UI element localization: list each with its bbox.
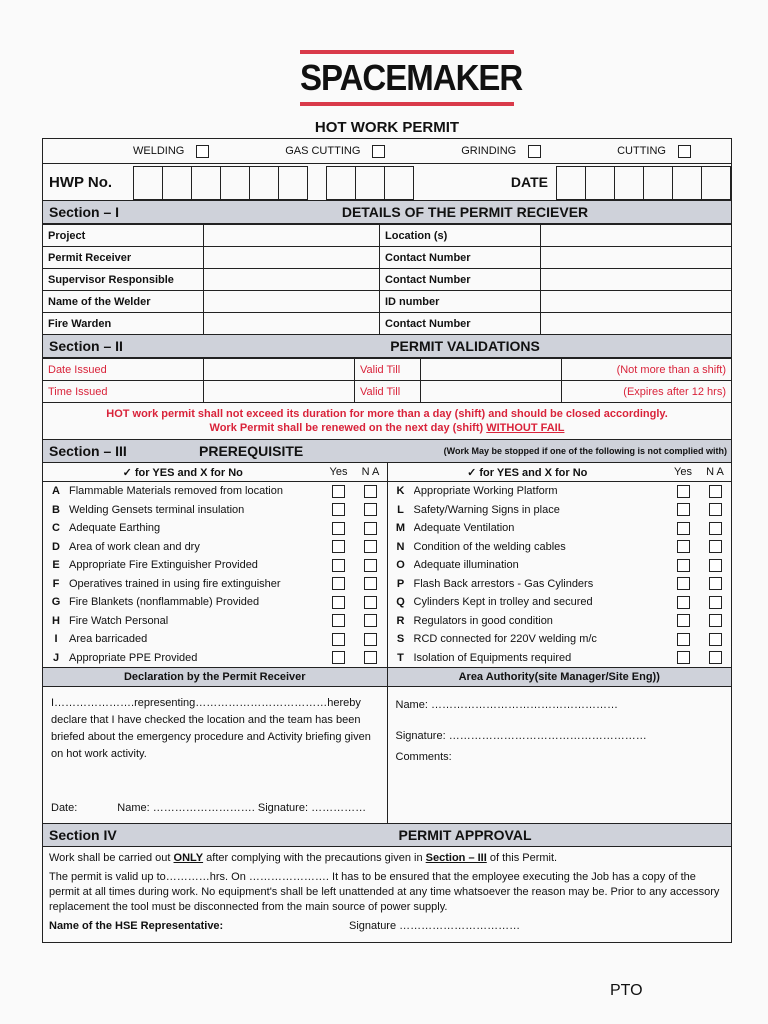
- item-letter: G: [51, 596, 61, 609]
- hwp-number-cells-2[interactable]: [326, 166, 414, 198]
- contact-number-field-1[interactable]: [541, 247, 732, 269]
- location-field[interactable]: [541, 225, 732, 247]
- item-text: Area of work clean and dry: [69, 540, 200, 553]
- na-checkbox[interactable]: [709, 485, 722, 498]
- item-letter: K: [396, 485, 405, 498]
- na-checkbox[interactable]: [364, 522, 377, 535]
- section-1-header: Section – I DETAILS OF THE PERMIT RECIEVER: [42, 201, 732, 224]
- yes-checkbox[interactable]: [332, 633, 345, 646]
- item-letter: Q: [396, 596, 405, 609]
- welder-name-field[interactable]: [204, 291, 380, 313]
- work-type-gas-cutting[interactable]: GAS CUTTING: [285, 145, 385, 158]
- item-text: Adequate Earthing: [69, 522, 161, 535]
- item-letter: P: [396, 577, 405, 590]
- yes-checkbox[interactable]: [332, 596, 345, 609]
- item-letter: S: [396, 633, 405, 646]
- item-text: RCD connected for 220V welding m/c: [413, 633, 597, 646]
- gas-cutting-checkbox[interactable]: [372, 145, 385, 158]
- item-text: Flammable Materials removed from location: [69, 485, 283, 498]
- yes-checkbox[interactable]: [332, 559, 345, 572]
- date-cells[interactable]: [556, 166, 731, 198]
- checklist-item: [388, 593, 732, 612]
- item-text: Welding Gensets terminal insulation: [69, 503, 245, 516]
- na-checkbox[interactable]: [364, 540, 377, 553]
- item-text: Area barricaded: [69, 633, 148, 646]
- na-checkbox[interactable]: [709, 522, 722, 535]
- item-text: Appropriate PPE Provided: [69, 651, 198, 664]
- na-checkbox[interactable]: [364, 651, 377, 664]
- checklist-item: [43, 482, 387, 501]
- yes-checkbox[interactable]: [677, 540, 690, 553]
- item-text: Adequate Ventilation: [413, 522, 515, 535]
- hot-work-permit-form: [42, 118, 732, 943]
- hwp-label: HWP No.: [49, 173, 113, 191]
- yes-checkbox[interactable]: [677, 614, 690, 627]
- na-checkbox[interactable]: [364, 577, 377, 590]
- validation-note: HOT work permit shall not exceed its duration for more than a day (shift) and should be closed accordingly. Work Permit shall be renewed on the next day (shift) WITHOUT FAIL: [42, 403, 732, 440]
- item-text: Safety/Warning Signs in place: [413, 503, 560, 516]
- item-text: Regulators in good condition: [413, 614, 553, 627]
- checklist-item: [43, 501, 387, 520]
- na-checkbox[interactable]: [364, 503, 377, 516]
- yes-checkbox[interactable]: [677, 596, 690, 609]
- checklist-item: [43, 630, 387, 649]
- checklist-item: [43, 593, 387, 612]
- na-checkbox[interactable]: [364, 614, 377, 627]
- permit-approval-text: Work shall be carried out ONLY after complying with the precautions given in Section – III of this Permit. The permit is valid up to…………hrs. On …………………. It has to be ensured that the employee executing the Job has a copy of the permit at all times during work. No equipment's shall be left unattended at any time whatsoever the reason may be. Prior to any accessory replacement the tool must be disconnected from the main source of power supply. Name of the HSE Representative: Signature ……………………………: [42, 847, 732, 943]
- checklist-right: ✓ for YES and X for No Yes N A K Appropriate Working Platform L Safety/Warning Signs in place M Adequate Ventilation N Condition of the welding cables O Adequate illumination P Flash Back arrestors - Gas Cylinders Q Cylinders Kept in trolley and secured R Regulators in good condition S RCD connected for 220V welding m/c T Isolation of Equipments required: [387, 463, 732, 667]
- yes-checkbox[interactable]: [677, 503, 690, 516]
- na-checkbox[interactable]: [709, 633, 722, 646]
- yes-checkbox[interactable]: [677, 577, 690, 590]
- work-type-cutting[interactable]: CUTTING: [617, 145, 691, 158]
- yes-checkbox[interactable]: [677, 633, 690, 646]
- declaration-section: [42, 668, 732, 824]
- yes-checkbox[interactable]: [332, 503, 345, 516]
- project-field[interactable]: [204, 225, 380, 247]
- item-text: Fire Blankets (nonflammable) Provided: [69, 596, 260, 609]
- valid-till-field-2[interactable]: [421, 381, 562, 403]
- authority-signature-field[interactable]: Signature: ………………………………………………: [395, 730, 647, 742]
- checklist-item: [388, 519, 732, 538]
- item-letter: F: [52, 577, 60, 590]
- id-number-field[interactable]: [541, 291, 732, 313]
- na-checkbox[interactable]: [709, 651, 722, 664]
- section-3-header: Section – III PREREQUISITE (Work May be stopped if one of the following is not complied with): [42, 440, 732, 463]
- authority-name-field[interactable]: Name: ……………………………………………: [395, 699, 618, 711]
- prerequisite-checklist: [42, 463, 732, 668]
- yes-checkbox[interactable]: [677, 485, 690, 498]
- yes-checkbox[interactable]: [332, 577, 345, 590]
- item-letter: J: [52, 651, 60, 664]
- grinding-checkbox[interactable]: [528, 145, 541, 158]
- checklist-item: [388, 649, 732, 668]
- checklist-item: [388, 612, 732, 631]
- form-title: HOT WORK PERMIT: [314, 119, 460, 136]
- welding-checkbox[interactable]: [196, 145, 209, 158]
- yes-checkbox[interactable]: [332, 522, 345, 535]
- item-letter: I: [54, 633, 58, 646]
- item-text: Cylinders Kept in trolley and secured: [413, 596, 593, 609]
- yes-checkbox[interactable]: [332, 614, 345, 627]
- item-letter: R: [396, 614, 405, 627]
- permit-receiver-field[interactable]: [204, 247, 380, 269]
- item-text: Operatives trained in using fire extinguisher: [69, 577, 281, 590]
- na-checkbox[interactable]: [364, 596, 377, 609]
- checklist-item: [43, 556, 387, 575]
- area-authority: Area Authority(site Manager/Site Eng)) Name: …………………………………………… Signature: ……………………………………………… Comments:: [387, 668, 732, 823]
- time-issued-field[interactable]: [204, 381, 355, 403]
- cutting-checkbox[interactable]: [678, 145, 691, 158]
- section-4-header: Section IV PERMIT APPROVAL: [42, 824, 732, 847]
- checklist-item: [388, 575, 732, 594]
- yes-checkbox[interactable]: [332, 651, 345, 664]
- permit-validations-table: Date Issued Valid Till (Not more than a shift) Time Issued Valid Till (Expires after 12 hrs): [42, 358, 732, 403]
- hwp-number-cells[interactable]: [133, 166, 308, 198]
- na-checkbox[interactable]: [709, 596, 722, 609]
- valid-till-field-1[interactable]: [421, 359, 562, 381]
- item-text: Adequate illumination: [413, 559, 519, 572]
- work-type-row: [42, 138, 732, 164]
- hwp-row: [42, 164, 732, 201]
- checklist-item: [43, 519, 387, 538]
- item-text: Fire Watch Personal: [69, 614, 169, 627]
- checklist-item: [388, 482, 732, 501]
- hse-signature-field[interactable]: Signature ……………………………: [349, 920, 521, 932]
- item-letter: H: [52, 614, 60, 627]
- na-checkbox[interactable]: [364, 485, 377, 498]
- date-label: DATE: [510, 174, 548, 190]
- item-letter: T: [397, 651, 404, 664]
- na-checkbox[interactable]: [364, 633, 377, 646]
- item-letter: O: [396, 559, 405, 572]
- contact-number-field-3[interactable]: [541, 313, 732, 335]
- na-checkbox[interactable]: [709, 540, 722, 553]
- work-type-grinding[interactable]: GRINDING: [461, 145, 541, 158]
- permit-receiver-table: Project Location (s) Permit Receiver Contact Number Supervisor Responsible Contact Number Name of the Welder ID number Fire Warden Contact Number: [42, 224, 732, 335]
- logo-text: SPACEMAKER: [300, 57, 523, 98]
- yes-checkbox[interactable]: [677, 651, 690, 664]
- na-checkbox[interactable]: [709, 503, 722, 516]
- item-text: Flash Back arrestors - Gas Cylinders: [413, 577, 594, 590]
- item-text: Appropriate Fire Extinguisher Provided: [69, 559, 258, 572]
- pto-label: PTO: [610, 982, 643, 999]
- item-letter: N: [396, 540, 405, 553]
- yes-checkbox[interactable]: [677, 522, 690, 535]
- item-text: Condition of the welding cables: [413, 540, 566, 553]
- checklist-item: [388, 501, 732, 520]
- item-letter: A: [52, 485, 60, 498]
- checklist-item: [43, 575, 387, 594]
- item-text: Appropriate Working Platform: [413, 485, 558, 498]
- item-letter: B: [52, 503, 60, 516]
- fire-warden-field[interactable]: [204, 313, 380, 335]
- authority-comments-field[interactable]: Comments:: [395, 751, 452, 763]
- contact-number-field-2[interactable]: [541, 269, 732, 291]
- item-letter: D: [52, 540, 60, 553]
- permit-receiver-declaration: Declaration by the Permit Receiver I………………….representing………………………………hereby declare that I have checked the location and the team has been briefed about the emergency procedure and Activity briefing given on hot work activity. Date: Name: ………………………. Signature: ……………: [43, 668, 387, 823]
- supervisor-field[interactable]: [204, 269, 380, 291]
- item-letter: C: [52, 522, 60, 535]
- spacemaker-logo: [300, 50, 523, 106]
- item-letter: L: [397, 503, 404, 516]
- yes-checkbox[interactable]: [332, 485, 345, 498]
- date-issued-field[interactable]: [204, 359, 355, 381]
- na-checkbox[interactable]: [709, 559, 722, 572]
- na-checkbox[interactable]: [709, 614, 722, 627]
- checklist-left: ✓ for YES and X for No Yes N A A Flammable Materials removed from location B Welding Gensets terminal insulation C Adequate Earthing D Area of work clean and dry E Appropriate Fire Extinguisher Provided F Operatives trained in using fire extinguisher G Fire Blankets (nonflammable) Provided H Fire Watch Personal I Area barricaded J Appropriate PPE Provided: [43, 463, 387, 667]
- work-type-welding[interactable]: WELDING: [133, 145, 209, 158]
- checklist-item: [388, 538, 732, 557]
- section-2-header: Section – II PERMIT VALIDATIONS: [42, 335, 732, 358]
- item-letter: E: [52, 559, 60, 572]
- item-letter: M: [395, 522, 406, 535]
- checklist-item: [43, 538, 387, 557]
- checklist-item: [388, 630, 732, 649]
- na-checkbox[interactable]: [709, 577, 722, 590]
- checklist-item: [43, 612, 387, 631]
- item-text: Isolation of Equipments required: [413, 651, 572, 664]
- yes-checkbox[interactable]: [332, 540, 345, 553]
- checklist-item: [43, 649, 387, 668]
- na-checkbox[interactable]: [364, 559, 377, 572]
- yes-checkbox[interactable]: [677, 559, 690, 572]
- checklist-item: [388, 556, 732, 575]
